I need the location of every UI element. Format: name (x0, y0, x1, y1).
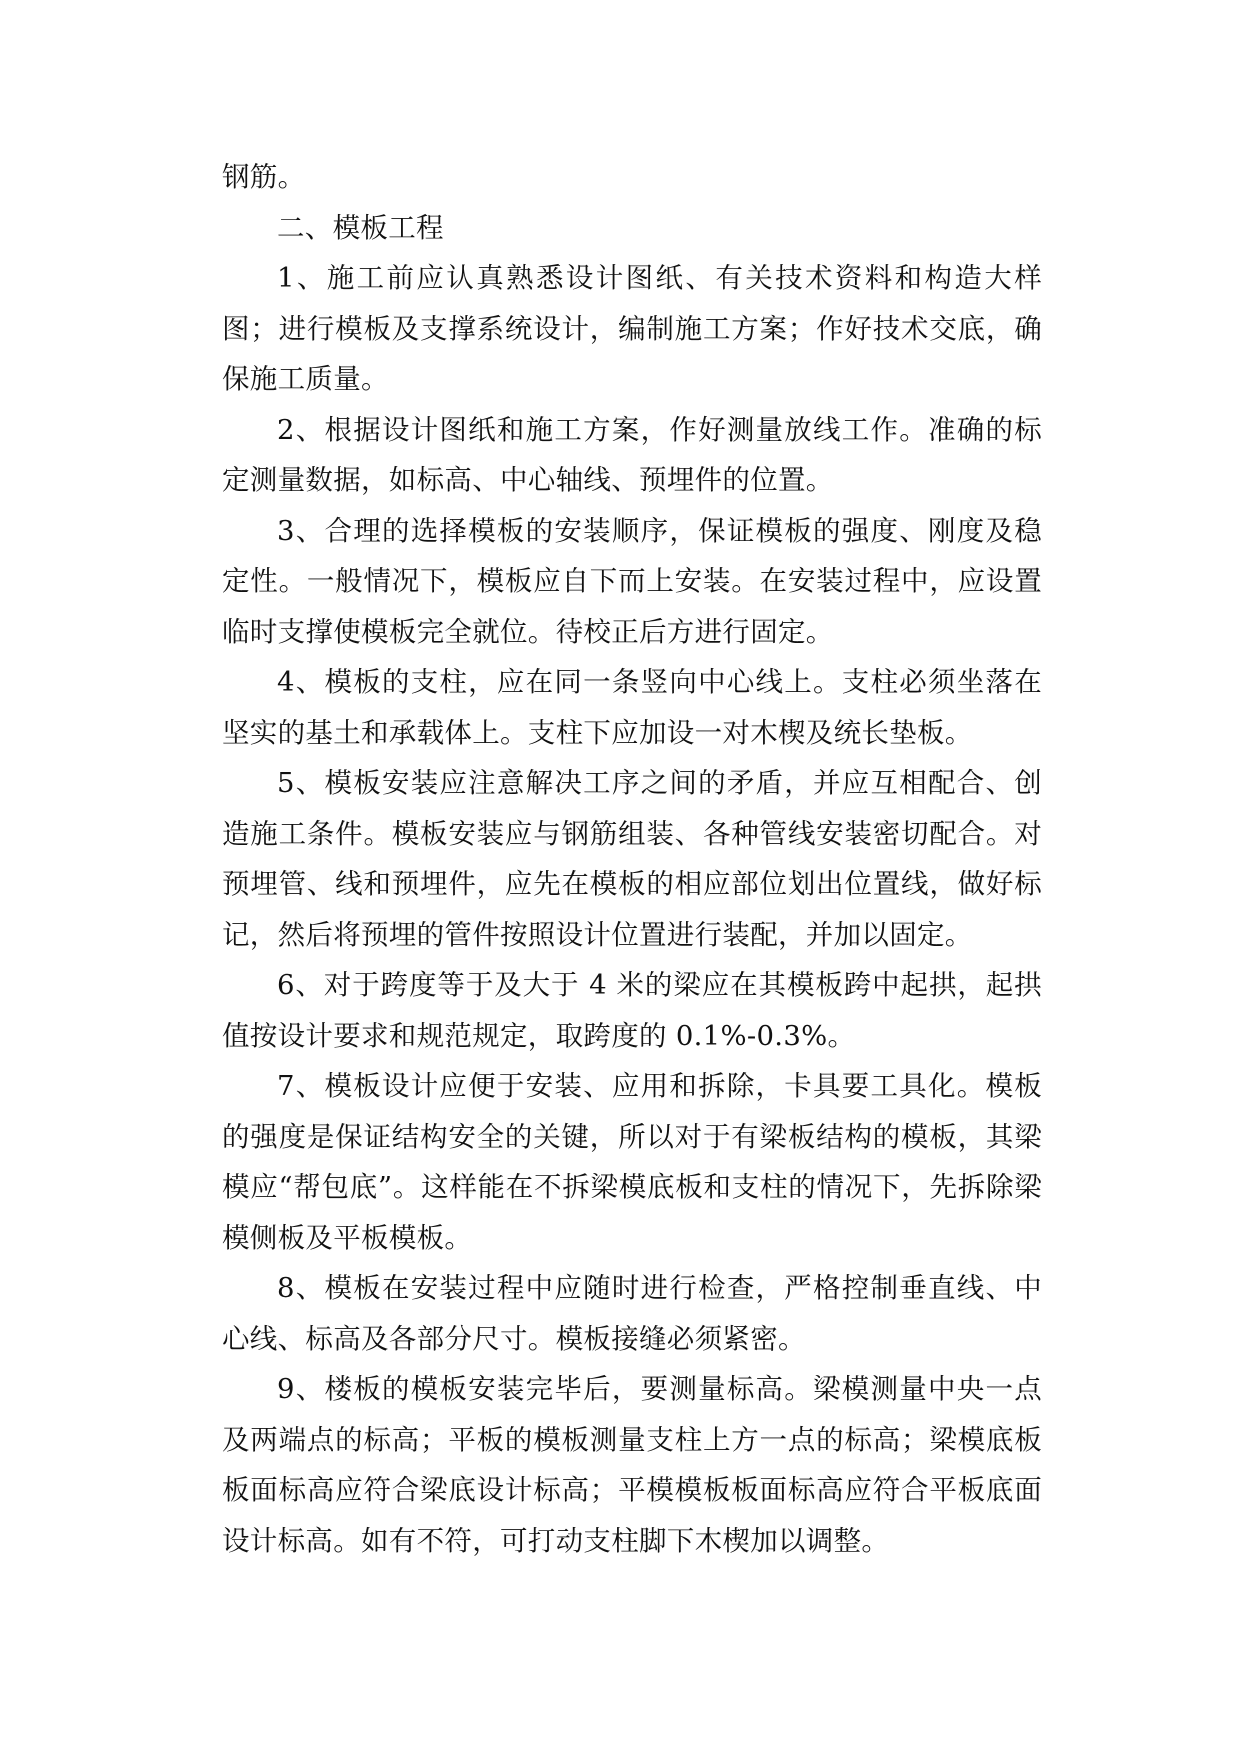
paragraph-item-5: 5、模板安装应注意解决工序之间的矛盾，并应互相配合、创造施工条件。模板安装应与钢筋组装、各种管线安装密切配合。对预埋管、线和预埋件，应先在模板的相应部位划出位置线，做好标记，然后将预埋的管件按照设计位置进行装配，并加以固定。 (222, 767, 1042, 951)
paragraph-continuation: 钢筋。 (222, 161, 306, 193)
paragraph-item-1: 1、施工前应认真熟悉设计图纸、有关技术资料和构造大样图；进行模板及支撑系统设计，编制施工方案；作好技术交底，确保施工质量。 (222, 262, 1042, 395)
paragraph-item-6: 6、对于跨度等于及大于 4 米的梁应在其模板跨中起拱，起拱值按设计要求和规范规定，取跨度的 0.1%-0.3%。 (222, 969, 1042, 1052)
section-heading: 二、模板工程 (277, 211, 444, 244)
paragraph-item-7: 7、模板设计应便于安装、应用和拆除，卡具要工具化。模板的强度是保证结构安全的关键，所以对于有梁板结构的模板，其梁模应“帮包底”。这样能在不拆梁模底板和支柱的情况下，先拆除梁模侧板及平板模板。 (222, 1070, 1042, 1254)
paragraph-item-8: 8、模板在安装过程中应随时进行检查，严格控制垂直线、中心线、标高及各部分尺寸。模板接缝必须紧密。 (222, 1272, 1042, 1355)
paragraph-item-4: 4、模板的支柱，应在同一条竖向中心线上。支柱必须坐落在坚实的基土和承载体上。支柱下应加设一对木楔及统长垫板。 (222, 666, 1042, 749)
paragraph-item-3: 3、合理的选择模板的安装顺序，保证模板的强度、刚度及稳定性。一般情况下，模板应自下而上安装。在安装过程中，应设置临时支撑使模板完全就位。待校正后方进行固定。 (222, 514, 1042, 648)
document-body (222, 152, 1042, 1566)
paragraph-item-2: 2、根据设计图纸和施工方案，作好测量放线工作。准确的标定测量数据，如标高、中心轴线、预埋件的位置。 (222, 413, 1042, 496)
paragraph-item-9: 9、楼板的模板安装完毕后，要测量标高。梁模测量中央一点及两端点的标高；平板的模板测量支柱上方一点的标高；梁模底板板面标高应符合梁底设计标高；平模模板板面标高应符合平板底面设计标高。如有不符，可打动支柱脚下木楔加以调整。 (222, 1373, 1042, 1557)
